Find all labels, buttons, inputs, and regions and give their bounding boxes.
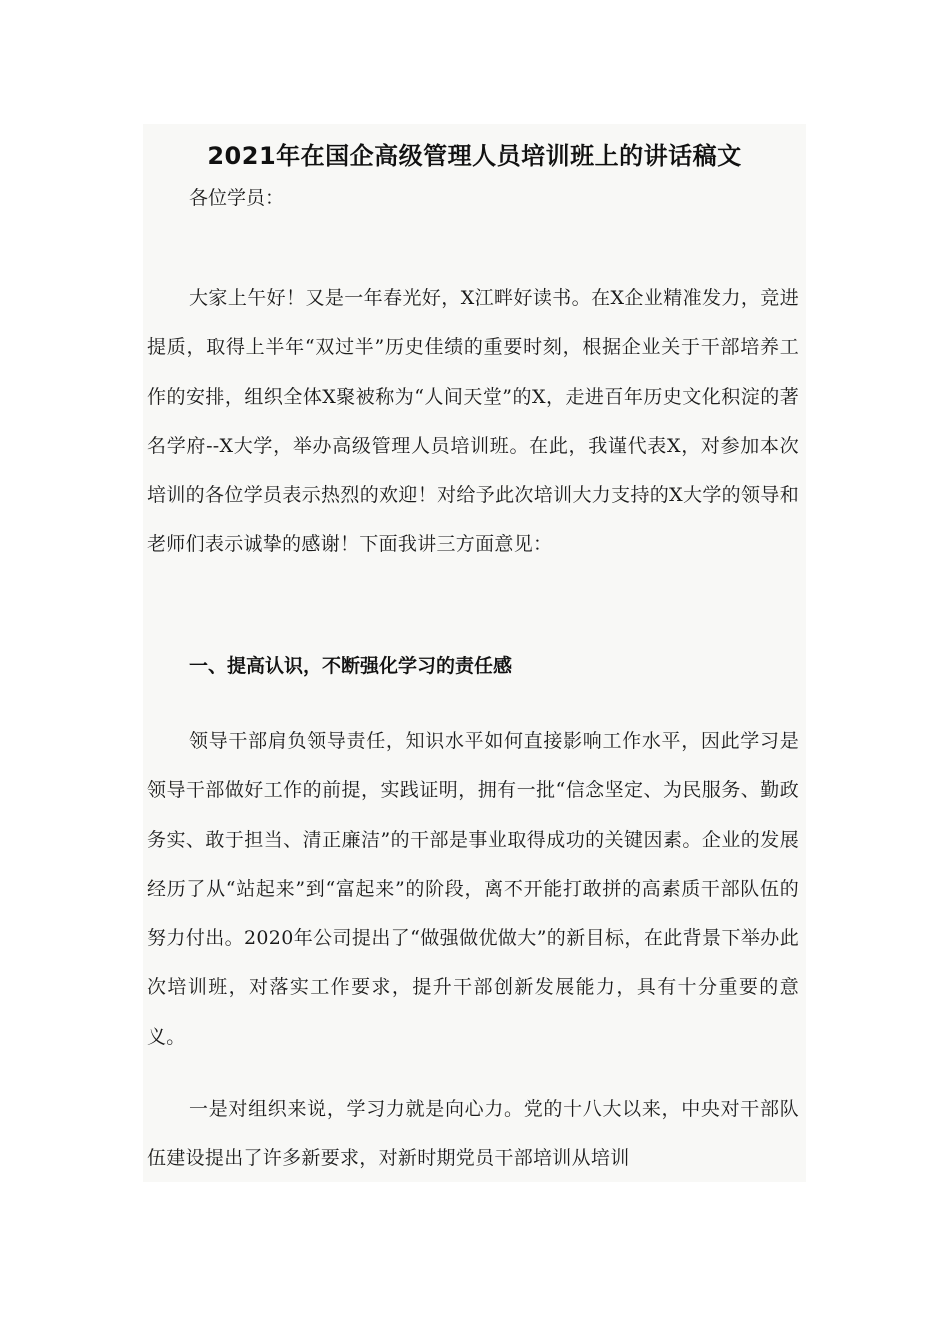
document-page <box>143 124 806 1182</box>
salutation: 各位学员： <box>189 187 285 209</box>
document-title: 2021年在国企高级管理人员培训班上的讲话稿文 <box>207 142 742 170</box>
paragraph-opening: 大家上午好！又是一年春光好，X江畔好读书。在X企业精准发力，竞进提质，取得上半年“双过半”历史佳绩的重要时刻，根据企业关于干部培养工作的安排，组织全体X聚被称为“人间天堂”的X，走进百年历史文化积淀的著名学府--X大学，举办高级管理人员培训班。在此，我谨代表X，对参加本次培训的各位学员表示热烈的欢迎！对给予此次培训大力支持的X大学的领导和老师们表示诚挚的感谢！下面我讲三方面意见： <box>147 287 799 556</box>
section-heading: 一、提高认识，不断强化学习的责任感 <box>189 655 513 677</box>
paragraph-leadership: 领导干部肩负领导责任，知识水平如何直接影响工作水平，因此学习是领导干部做好工作的前提，实践证明，拥有一批“信念坚定、为民服务、勤政务实、敢于担当、清正廉洁”的干部是事业取得成功的关键因素。企业的发展经历了从“站起来”到“富起来”的阶段，离不开能打敢拼的高素质干部队伍的努力付出。2020年公司提出了“做强做优做大”的新目标，在此背景下举办此次培训班，对落实工作要求，提升干部创新发展能力，具有十分重要的意义。 <box>147 730 799 1048</box>
paragraph-point-one: 一是对组织来说，学习力就是向心力。党的十八大以来，中央对干部队伍建设提出了许多新要求，对新时期党员干部培训从培训 <box>147 1098 799 1170</box>
